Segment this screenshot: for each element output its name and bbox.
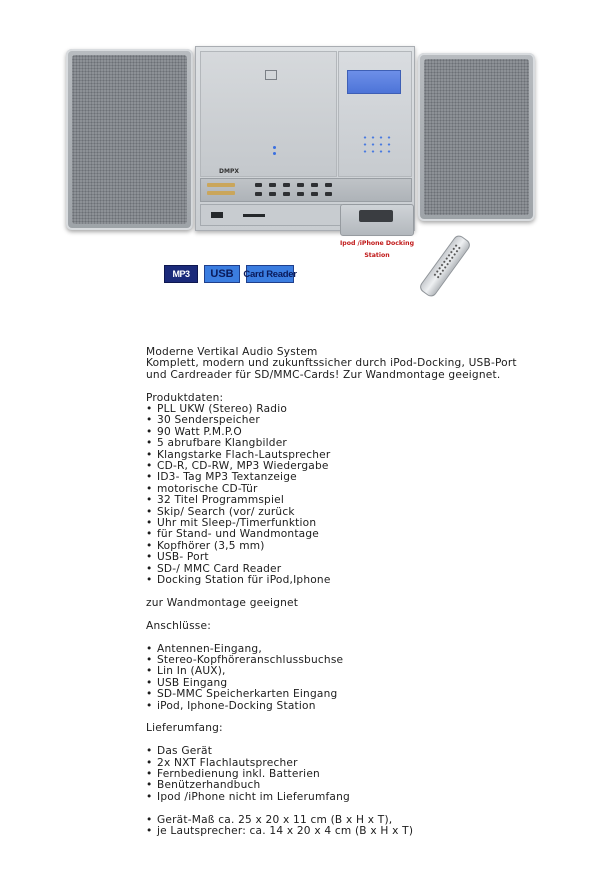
list-item: • motorische CD-Tür — [146, 484, 606, 495]
control-strip — [200, 178, 412, 202]
list-item: • Docking Station für iPod,Iphone — [146, 575, 606, 586]
list-item: • 2x NXT Flachlautsprecher — [146, 758, 606, 769]
control-button — [325, 183, 332, 187]
intro-line: und Cardreader für SD/MMC-Cards! Zur Wandmontage geeignet. — [146, 368, 501, 381]
control-button — [311, 183, 318, 187]
dock-caption — [336, 238, 418, 262]
intro-line: Komplett, modern und zukunftssicher durch iPod-Docking, USB-Port — [146, 357, 517, 370]
dock-caption-line1: Ipod /iPhone Docking — [339, 240, 415, 247]
keypad-icon — [361, 134, 391, 156]
docking-station — [340, 204, 414, 236]
list-item: • Benützerhandbuch — [146, 780, 606, 791]
display-panel — [338, 51, 412, 177]
card-slot-icon — [243, 214, 265, 217]
led-icon — [273, 152, 276, 155]
speaker-grille — [72, 55, 187, 224]
list-item: • PLL UKW (Stereo) Radio — [146, 404, 606, 415]
list-item: • 90 Watt P.M.P.O — [146, 427, 606, 438]
list-item: • Antennen-Eingang, — [146, 644, 606, 655]
anschluesse-list — [146, 644, 606, 712]
wall-mount-note: zur Wandmontage geeignet — [146, 596, 299, 609]
feature-badges — [164, 265, 297, 283]
list-item: • iPod, Iphone-Docking Station — [146, 701, 606, 712]
list-item: • USB Eingang — [146, 678, 606, 689]
list-item: • Fernbedienung inkl. Batterien — [146, 769, 606, 780]
list-item: • je Lautsprecher: ca. 14 x 20 x 4 cm (B x H x T) — [146, 826, 606, 837]
list-item: • Gerät-Maß ca. 25 x 20 x 11 cm (B x H x T), — [146, 815, 606, 826]
control-button — [297, 192, 304, 196]
dock-caption-line2: Station — [364, 252, 390, 259]
intro-title: Moderne Vertikal Audio System — [146, 346, 318, 358]
list-item: • Stereo-Kopfhöreranschlussbuchse — [146, 655, 606, 666]
port-strip — [200, 204, 342, 226]
brand-label: DMPX — [219, 168, 239, 175]
control-button — [269, 192, 276, 196]
list-item: • Lin In (AUX), — [146, 666, 606, 677]
control-button — [311, 192, 318, 196]
gold-button — [207, 183, 235, 187]
remote-control-icon — [418, 233, 473, 299]
list-item: • 32 Titel Programmspiel — [146, 495, 606, 506]
list-item: • CD-R, CD-RW, MP3 Wiedergabe — [146, 461, 606, 472]
list-item: • 30 Senderspeicher — [146, 415, 606, 426]
list-item: • Klangstarke Flach-Lautsprecher — [146, 450, 606, 461]
list-item: • für Stand- und Wandmontage — [146, 529, 606, 540]
speaker-grille — [424, 59, 529, 215]
control-button — [283, 183, 290, 187]
control-button — [255, 192, 262, 196]
control-button — [255, 183, 262, 187]
list-item: • SD-/ MMC Card Reader — [146, 564, 606, 575]
produktdaten-list — [146, 404, 606, 587]
product-image — [0, 0, 614, 310]
list-item: • Kopfhörer (3,5 mm) — [146, 541, 606, 552]
list-item: • Uhr mit Sleep-/Timerfunktion — [146, 518, 606, 529]
cd-door — [200, 51, 337, 177]
card-reader-badge: Card Reader — [246, 265, 294, 283]
product-description — [146, 347, 606, 837]
list-item: • USB- Port — [146, 552, 606, 563]
list-item: • SD-MMC Speicherkarten Eingang — [146, 689, 606, 700]
list-item: • Ipod /iPhone nicht im Lieferumfang — [146, 792, 606, 803]
control-button — [269, 183, 276, 187]
list-item: • Das Gerät — [146, 746, 606, 757]
lieferumfang-heading: Lieferumfang: — [146, 722, 223, 735]
produktdaten-heading: Produktdaten: — [146, 391, 224, 404]
usb-port-icon — [211, 212, 223, 218]
gold-button — [207, 191, 235, 195]
right-speaker — [418, 53, 535, 221]
lcd-display — [347, 70, 401, 94]
list-item: • ID3- Tag MP3 Textanzeige — [146, 472, 606, 483]
anschluesse-heading: Anschlüsse: — [146, 619, 212, 632]
list-item: • Skip/ Search (vor/ zurück — [146, 507, 606, 518]
control-button — [283, 192, 290, 196]
mp3-badge: MP3 — [164, 265, 198, 283]
dimensions-list — [146, 815, 606, 838]
left-speaker — [66, 49, 193, 230]
lieferumfang-list — [146, 746, 606, 803]
control-button — [325, 192, 332, 196]
led-icon — [273, 146, 276, 149]
usb-badge: USB — [204, 265, 240, 283]
list-item: • 5 abrufbare Klangbilder — [146, 438, 606, 449]
cd-logo-icon — [265, 70, 277, 80]
control-button — [297, 183, 304, 187]
